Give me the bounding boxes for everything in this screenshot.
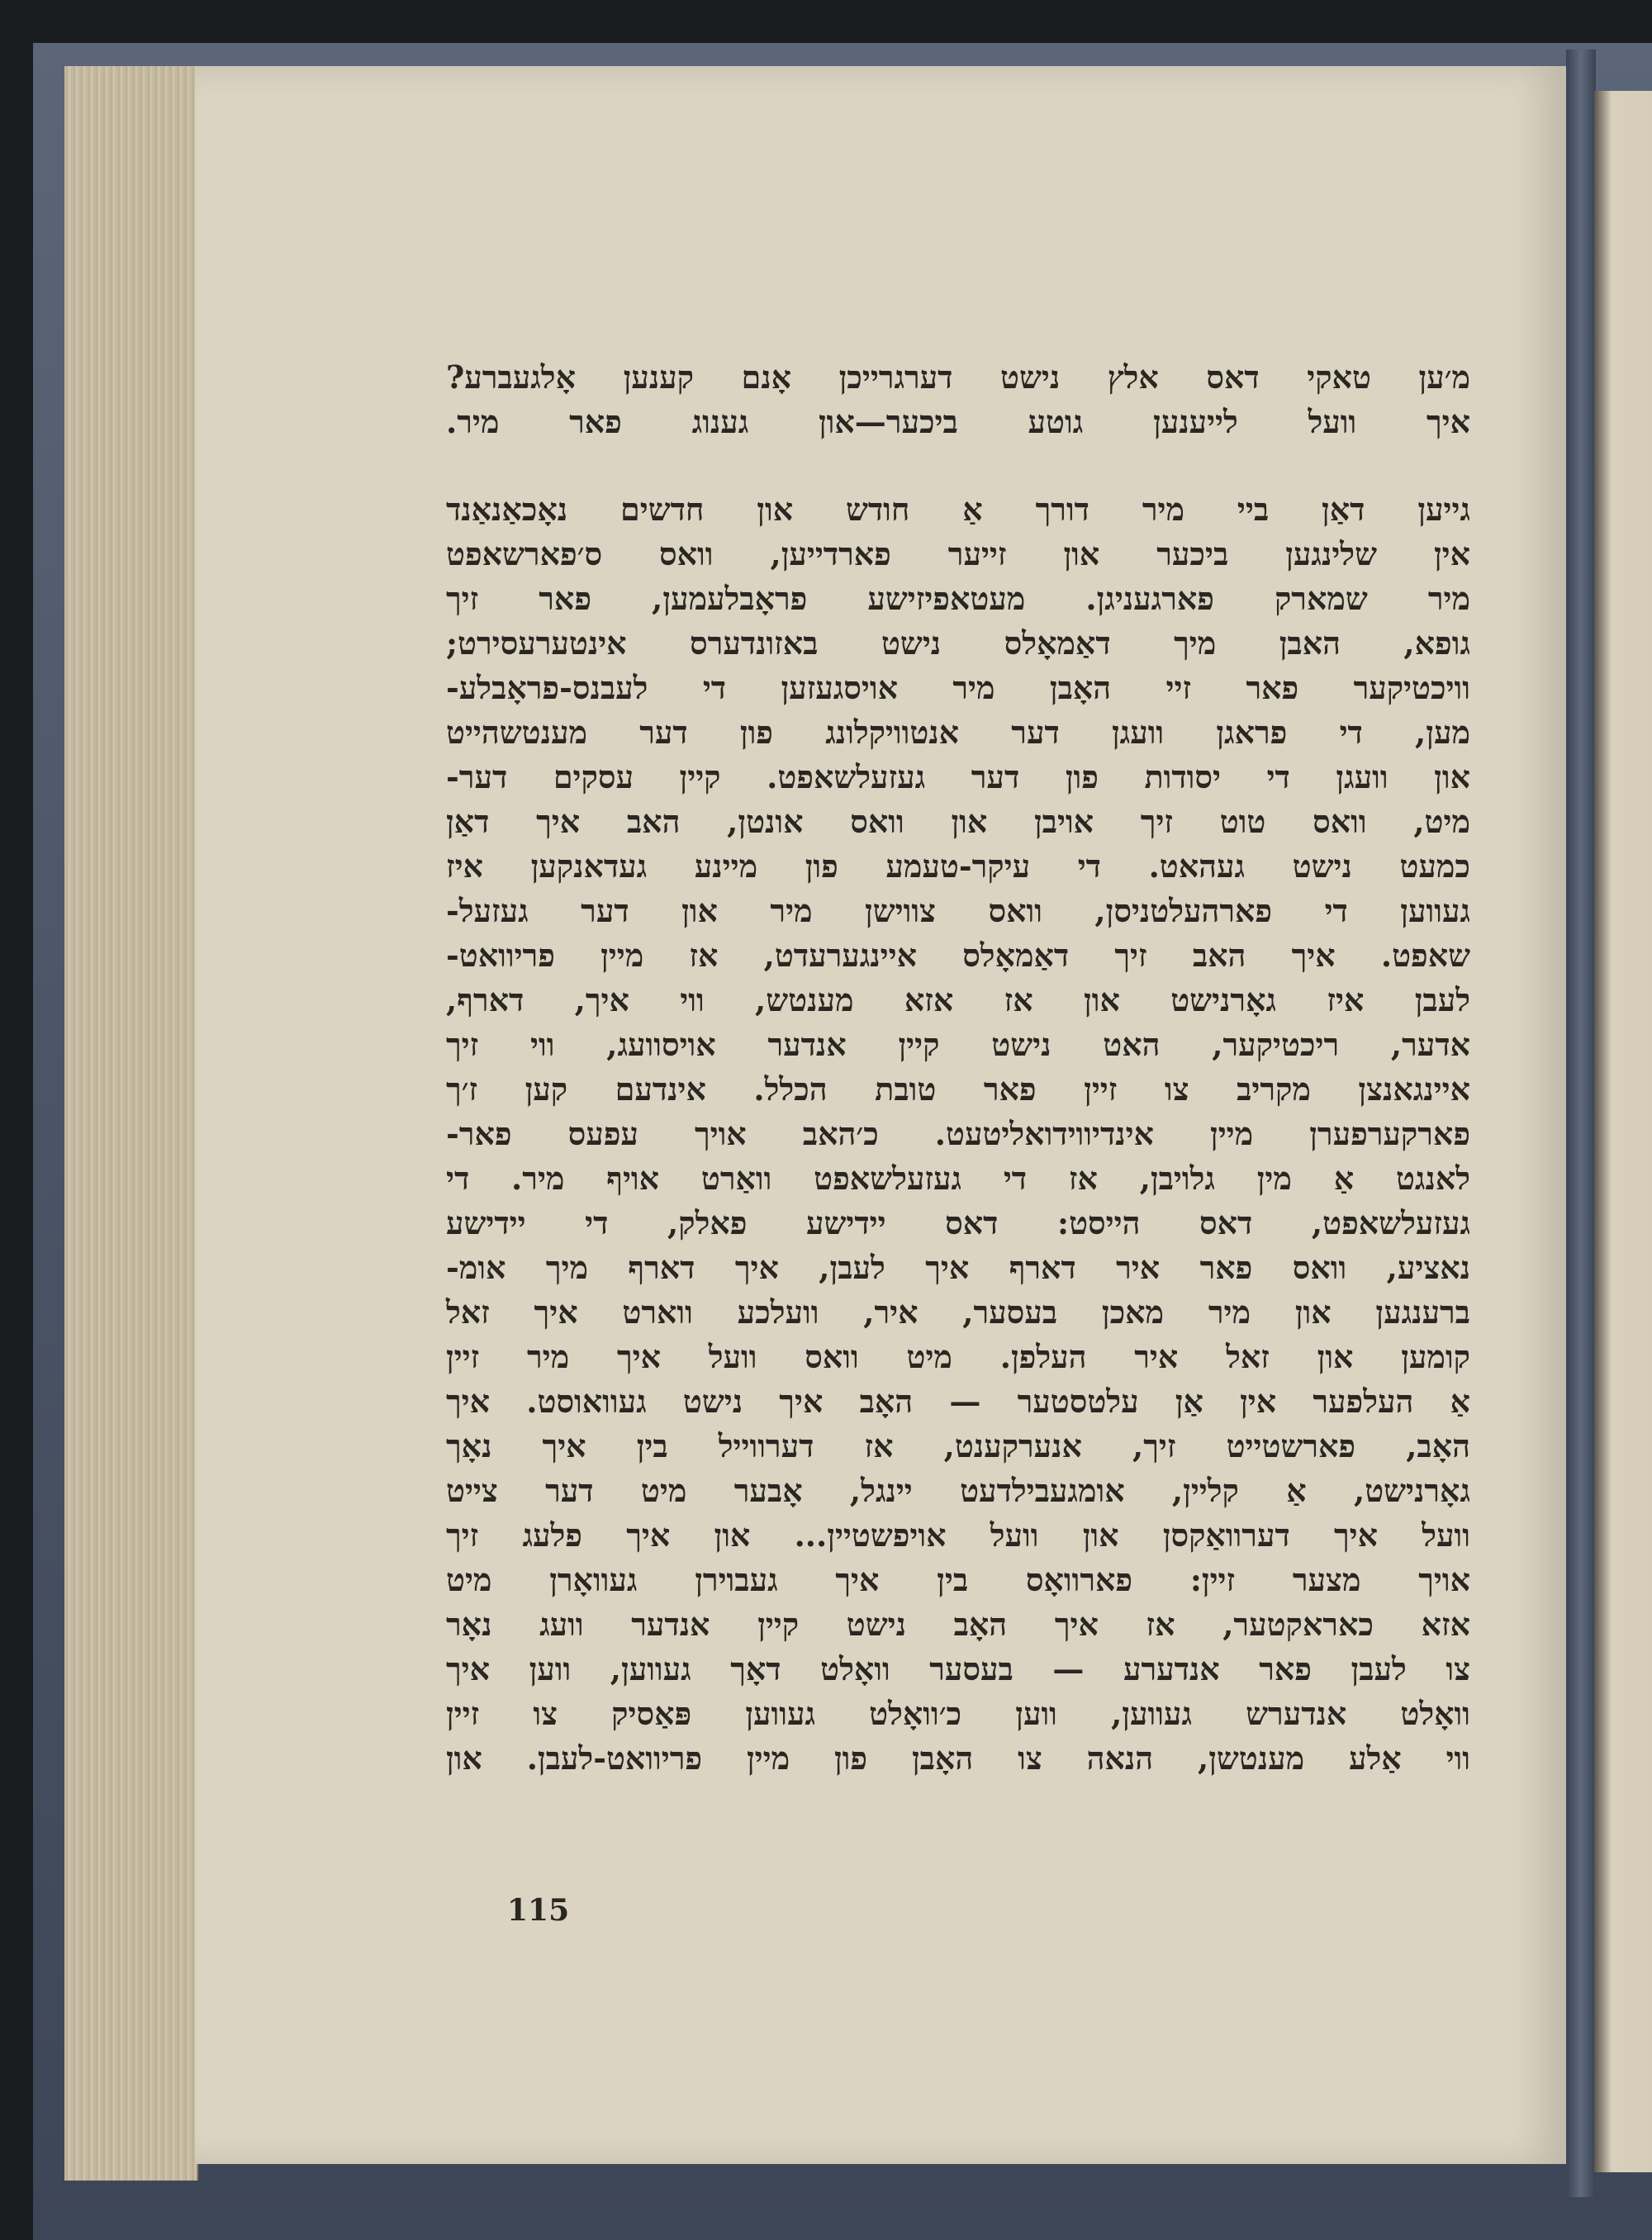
text-line: אַ העלפער אין אַן עלטסטער — האָב איך נישט געוואוסט. איך [446,1383,1470,1420]
text-line: איינגאנצן מקריב צו זיין פאר טובת הכלל. אינדעם קען ז׳ך [446,1070,1470,1108]
text-line: לאנגט אַ מין גלויבן, אז די געזעלשאפט וואַרט אויף מיר. די [446,1160,1470,1197]
text-line: גאָרנישט, אַ קליין, אומגעבילדעט יינגל, אָבער מיט דער צייט [446,1472,1470,1509]
text-line: מיר שמארק פארגעניגן. מעטאפיזישע פראָבלעמען, פאר זיך [446,580,1470,617]
page-number: 115 [507,1893,570,1928]
facing-page-edge [1594,91,1652,2172]
text-line: איך וועל לייענען גוטע ביכער—און גענוג פאר מיר. [446,403,1470,440]
text-line: אין שלינגען ביכער און זייער פארדייען, וואס ס׳פארשאפט [446,535,1470,572]
opening-lines [446,355,1470,444]
text-line: וועל איך דערוואַקסן און וועל אויפשטיין... און איך פלעג זיך [446,1516,1470,1554]
text-line: שאפט. איך האב זיך דאַמאָלס איינגערעדט, אז מיין פריוואט- [446,937,1470,974]
main-paragraph [446,487,1470,1781]
text-line: מ׳ען טאקי דאס אלץ נישט דערגרייכן אָנם קענען אָלגעברע? [446,358,1470,396]
text-line: וויכטיקער פאר זיי האָבן מיר אויסגעזען די לעבנס-פראָבלע- [446,669,1470,706]
text-line: גייען דאַן ביי מיר דורך אַ חודש און חדשים נאָכאַנאַנד [446,491,1470,528]
text-line: קומען און זאל איר העלפן. מיט וואס וועל איך מיר זיין [446,1338,1470,1375]
text-line: כמעט נישט געהאט. די עיקר-טעמע פון מיינע געדאנקען איז [446,847,1470,885]
text-line: אויך מצער זיין: פארוואָס בין איך געבוירן געוואָרן מיט [446,1561,1470,1598]
text-line: און וועגן די יסודות פון דער געזעלשאפט. קיין עסקים דער- [446,758,1470,795]
text-line: געזעלשאפט, דאס הייסט: דאס יידישע פאלק, די יידישע [446,1204,1470,1241]
book-spine [1566,50,1596,2197]
text-line: אדער, ריכטיקער, האט נישט קיין אנדער אויסוועג, ווי זיך [446,1026,1470,1063]
text-line: מען, די פראגן וועגן דער אנטוויקלונג פון דער מענטשהייט [446,714,1470,751]
text-line: ווי אַלע מענטשן, הנאה צו האָבן פון מיין פריוואט-לעבן. און [446,1739,1470,1777]
text-line: צו לעבן פאר אנדערע — בעסער וואָלט דאָך געווען, ווען איך [446,1650,1470,1687]
text-line: פארקערפערן מיין אינדיווידואליטעט. כ׳האב אויך עפעס פאר- [446,1115,1470,1152]
text-line: געווען די פארהעלטניסן, וואס צווישן מיר און דער געזעל- [446,892,1470,929]
text-line: וואָלט אנדערש געווען, ווען כ׳וואָלט געווען פּאַסיק צו זיין [446,1695,1470,1732]
text-line: ברענגען און מיר מאכן בעסער, איר, וועלכע ווארט איך זאל [446,1293,1470,1331]
text-line: גופא, האבן מיך דאַמאָלס נישט באזונדערס אינטערעסירט; [446,624,1470,662]
text-line: לעבן איז גאָרנישט און אז אזא מענטש, ווי איך, דארף, [446,981,1470,1018]
text-line: מיט, וואס טוט זיך אויבן און וואס אונטן, האב איך דאַן [446,803,1470,840]
page-edges [64,66,198,2181]
text-line: אזא כאראקטער, אז איך האָב נישט קיין אנדער וועג נאָר [446,1606,1470,1643]
text-line: נאציע, וואס פאר איר דארף איך לעבן, איך דארף מיך אומ- [446,1249,1470,1286]
text-line: האָב, פארשטייט זיך, אנערקענט, אז דערווייל בין איך נאָך [446,1427,1470,1464]
